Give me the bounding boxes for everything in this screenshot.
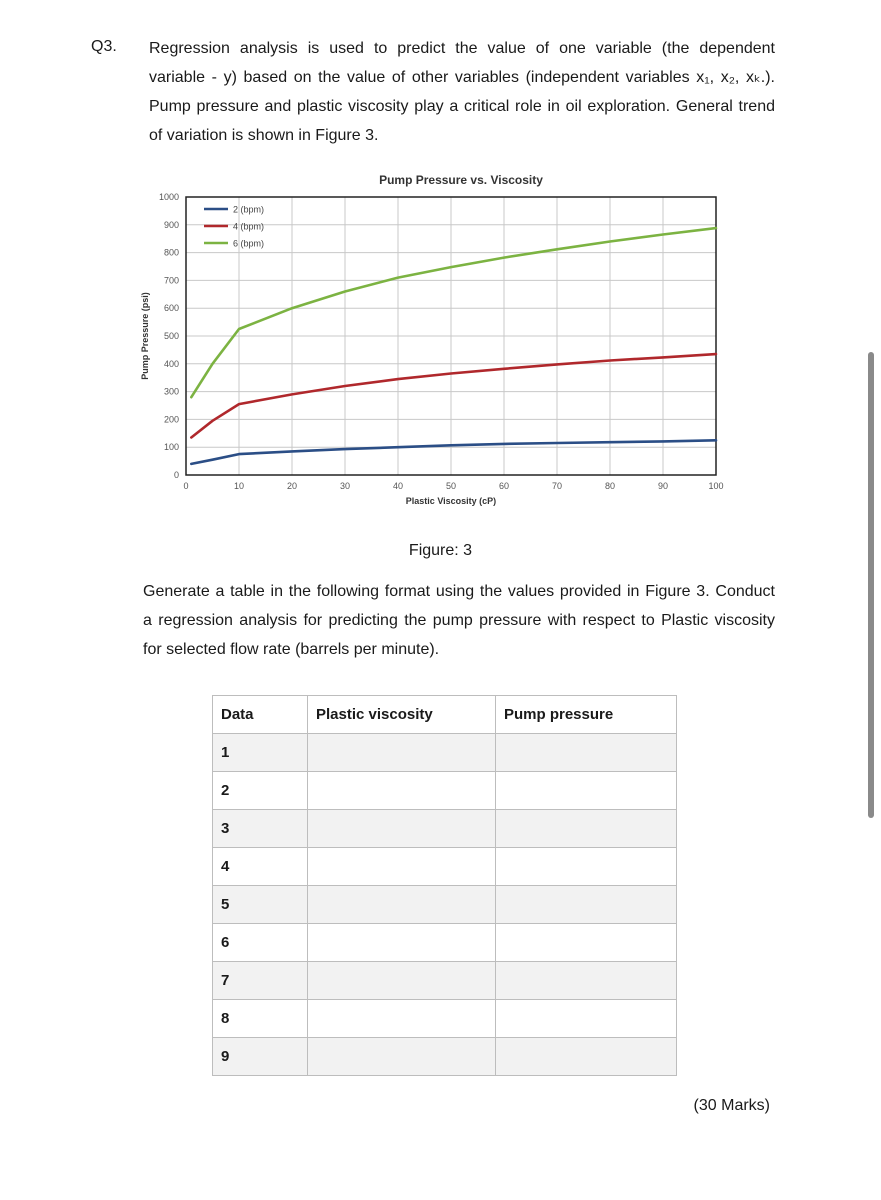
row-index: 8 xyxy=(213,1000,308,1038)
y-tick-label: 400 xyxy=(163,358,179,369)
y-axis-label: Pump Pressure (psi) xyxy=(140,292,150,380)
question-number: Q3. xyxy=(91,38,117,55)
viscosity-cell[interactable] xyxy=(308,962,496,1000)
x-tick-label: 70 xyxy=(551,481,563,491)
x-tick-label: 10 xyxy=(233,481,245,491)
header-pump-pressure: Pump pressure xyxy=(496,696,677,734)
x-tick-label: 80 xyxy=(604,481,616,491)
x-tick-label: 60 xyxy=(498,481,510,491)
viscosity-cell[interactable] xyxy=(308,810,496,848)
viscosity-cell[interactable] xyxy=(308,734,496,772)
y-tick-label: 200 xyxy=(163,414,179,425)
header-plastic-viscosity: Plastic viscosity xyxy=(308,696,496,734)
x-tick-label: 90 xyxy=(657,481,669,491)
pressure-cell[interactable] xyxy=(496,848,677,886)
legend-label: 2 (bpm) xyxy=(233,204,265,215)
pressure-cell[interactable] xyxy=(496,810,677,848)
table-row xyxy=(213,848,677,886)
row-index: 9 xyxy=(213,1038,308,1076)
marks-label: (30 Marks) xyxy=(693,1097,770,1114)
viscosity-cell[interactable] xyxy=(308,886,496,924)
task-line: a regression analysis for predicting the pump pressure with respect to Plastic viscosity xyxy=(143,612,775,629)
y-tick-label: 700 xyxy=(163,275,179,286)
pressure-cell[interactable] xyxy=(496,1000,677,1038)
header-data: Data xyxy=(213,696,308,734)
table-row xyxy=(213,1038,677,1076)
row-index: 1 xyxy=(213,734,308,772)
x-tick-label: 0 xyxy=(183,481,189,491)
pressure-cell[interactable] xyxy=(496,886,677,924)
table-row xyxy=(213,924,677,962)
row-index: 5 xyxy=(213,886,308,924)
table-row xyxy=(213,962,677,1000)
pressure-cell[interactable] xyxy=(496,734,677,772)
table-header-row xyxy=(213,696,677,734)
x-tick-label: 50 xyxy=(445,481,457,491)
intro-line: of variation is shown in Figure 3. xyxy=(149,127,379,144)
y-tick-label: 300 xyxy=(163,386,179,397)
table-row xyxy=(213,886,677,924)
pressure-cell[interactable] xyxy=(496,1038,677,1076)
pressure-cell[interactable] xyxy=(496,924,677,962)
y-tick-label: 600 xyxy=(163,303,179,314)
y-tick-label: 1000 xyxy=(158,192,179,202)
intro-line: Regression analysis is used to predict the value of one variable (the dependent xyxy=(149,40,775,57)
x-axis-label: Plastic Viscosity (cP) xyxy=(405,496,497,506)
table-row xyxy=(213,1000,677,1038)
viscosity-cell[interactable] xyxy=(308,1000,496,1038)
x-tick-label: 40 xyxy=(392,481,404,491)
intro-line: variable - y) based on the value of other variables (independent variables x₁, x₂, xₖ.). xyxy=(149,69,775,86)
scrollbar-thumb[interactable] xyxy=(868,352,874,818)
y-tick-label: 800 xyxy=(163,247,179,258)
x-tick-label: 20 xyxy=(286,481,298,491)
y-tick-label: 900 xyxy=(163,219,179,230)
viscosity-cell[interactable] xyxy=(308,924,496,962)
figure-3-chart xyxy=(128,162,736,524)
task-description xyxy=(143,577,775,664)
task-line: for selected flow rate (barrels per minute). xyxy=(143,641,440,658)
pressure-cell[interactable] xyxy=(496,962,677,1000)
viscosity-cell[interactable] xyxy=(308,848,496,886)
table-row xyxy=(213,734,677,772)
legend-label: 6 (bpm) xyxy=(233,238,265,249)
figure-caption: Figure: 3 xyxy=(408,542,473,559)
chart-svg xyxy=(128,162,736,524)
row-index: 3 xyxy=(213,810,308,848)
table-row xyxy=(213,772,677,810)
table-row xyxy=(213,810,677,848)
intro-line: Pump pressure and plastic viscosity play a critical role in oil exploration. General trend xyxy=(149,98,775,115)
row-index: 7 xyxy=(213,962,308,1000)
legend-label: 4 (bpm) xyxy=(233,221,265,232)
row-index: 4 xyxy=(213,848,308,886)
viscosity-cell[interactable] xyxy=(308,772,496,810)
row-index: 6 xyxy=(213,924,308,962)
x-tick-label: 30 xyxy=(339,481,351,491)
y-tick-label: 100 xyxy=(163,442,179,453)
pressure-cell[interactable] xyxy=(496,772,677,810)
y-tick-label: 500 xyxy=(163,331,179,341)
x-tick-label: 100 xyxy=(708,481,724,491)
question-intro xyxy=(149,34,775,150)
data-table xyxy=(212,695,677,1076)
viscosity-cell[interactable] xyxy=(308,1038,496,1076)
row-index: 2 xyxy=(213,772,308,810)
task-line: Generate a table in the following format using the values provided in Figure 3. Conduct xyxy=(143,583,775,600)
y-tick-label: 0 xyxy=(173,470,179,480)
chart-title: Pump Pressure vs. Viscosity xyxy=(379,173,543,187)
